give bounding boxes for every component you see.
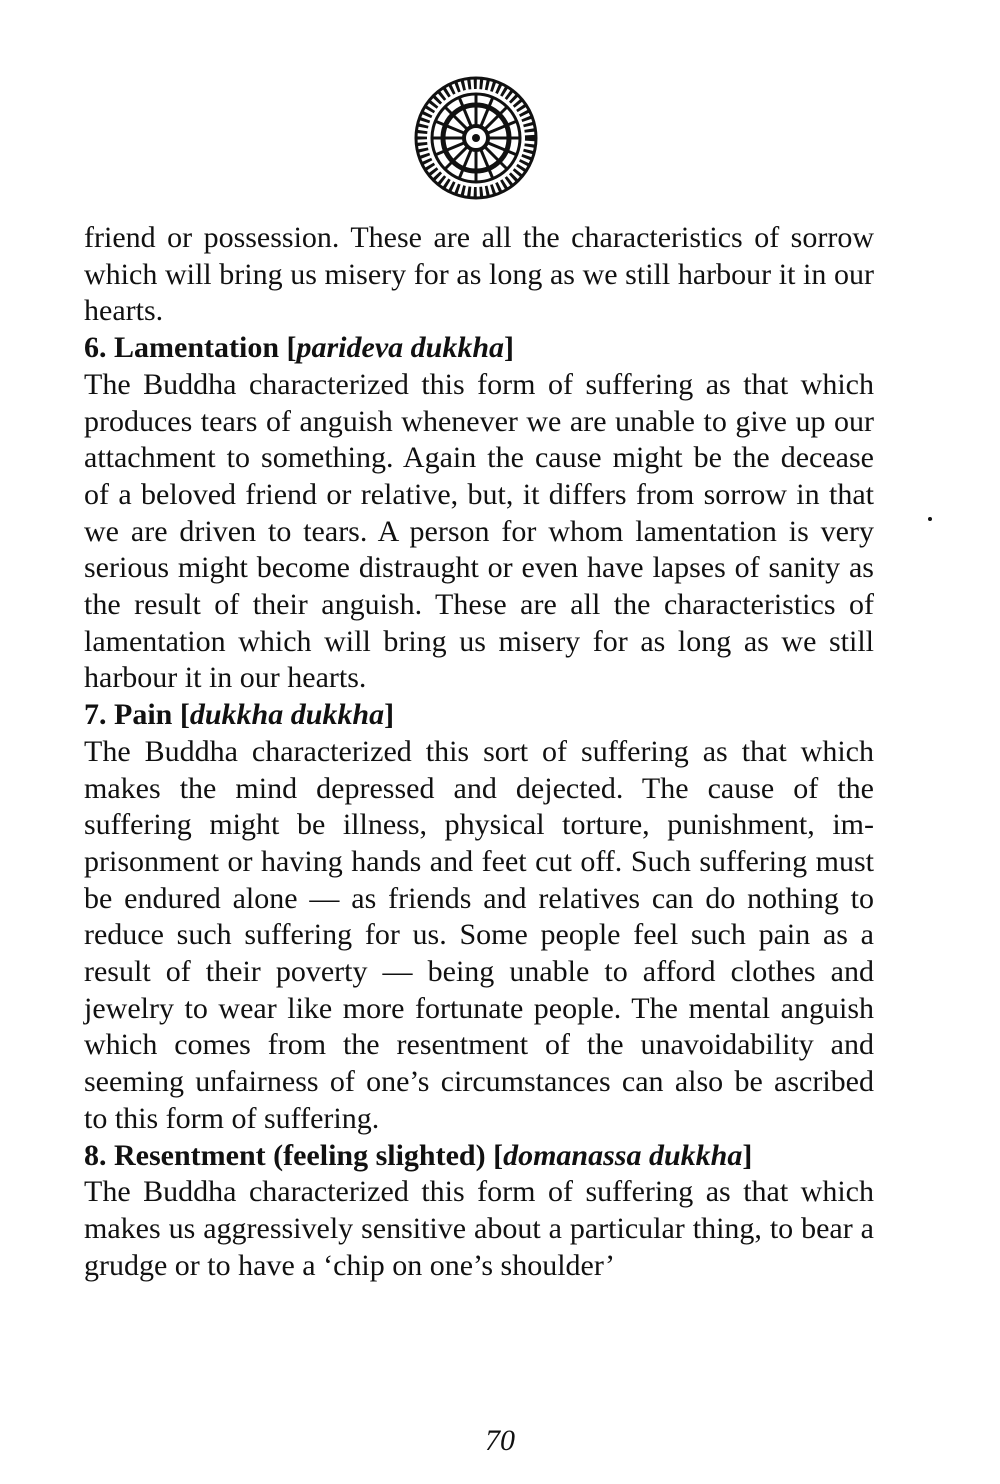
page-text xyxy=(84,220,874,1284)
margin-mark xyxy=(928,517,932,521)
section-heading: 7. Pain [dukkha dukkha] xyxy=(84,698,395,732)
page-number: 70 xyxy=(485,1424,515,1457)
paragraph: The Buddha characterized this form of suffering as that which makes us aggressively sensitive about a particular thing, to bear a grudge or to have a ‘chip on one’s shoulder’ xyxy=(84,1175,874,1282)
paragraph: The Buddha characterized this sort of suffering as that which makes the mind depressed and dejected. The cause of the suffering might be illness, physical torture, punishment, imprisonment or having hands and feet cut off. Such suffering must be endured alone — as friends and relatives can do nothing to reduce such suffering for us. Some people feel such pain as a result of their poverty — being unable to afford clothes and jewelry to wear like more fortunate people. The mental anguish which comes from the resentment of the unavoidability and seeming unfairness of one’s circumstances can also be ascribed to this form of suffering. xyxy=(84,734,874,1135)
pali-term: domanassa dukkha xyxy=(503,1138,743,1172)
pali-term: dukkha dukkha xyxy=(189,698,385,732)
paragraph: The Buddha characterized this form of suffering as that which produces tears of anguish whenever we are unable to give up our attachment to something. Again the cause might be the decease of a beloved friend or relative, but, it differs from sorrow in that we are driven to tears. A person for whom lamentation is very serious might become distraught or even have lapses of sanity as the result of their anguish. These are all the characteristics of lamentation which will bring us misery for as long as we still harbour it in our hearts. xyxy=(84,367,874,695)
paragraph: friend or possession. These are all the characteristics of sorrow which will bring us misery for as long as we still harbour it in our hearts. xyxy=(84,221,874,328)
section-heading: 6. Lamentation [parideva dukkha] xyxy=(84,331,515,365)
pali-term: parideva dukkha xyxy=(296,331,505,365)
section-heading: 8. Resentment (feeling slighted) [domanassa dukkha] xyxy=(84,1138,753,1172)
dharma-wheel-icon xyxy=(414,76,538,200)
